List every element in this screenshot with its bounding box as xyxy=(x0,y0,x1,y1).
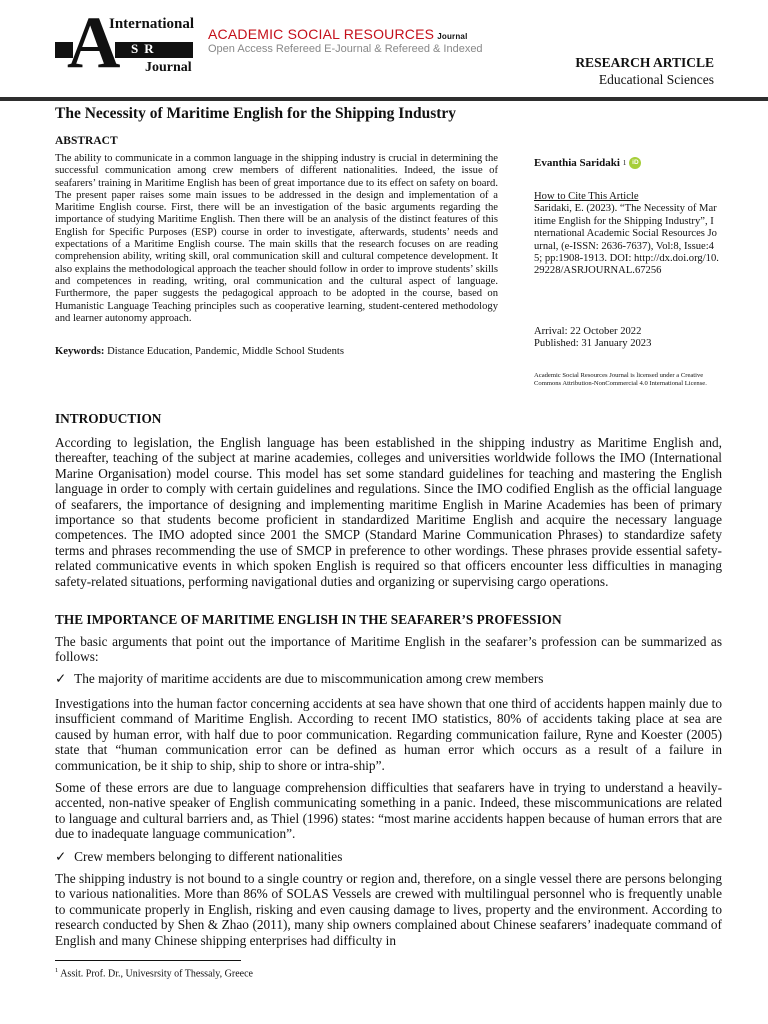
journal-tagline: Open Access Refereed E-Journal & Refereed & Indexed xyxy=(208,43,483,55)
orcid-icon[interactable]: iD xyxy=(629,157,641,169)
license-note: Academic Social Resources Journal is licensed under a Creative Commons Attribution-NonCommercial 4.0 International License. xyxy=(534,372,707,388)
keywords xyxy=(55,346,344,357)
section-intro: The basic arguments that point out the importance of Maritime English in the seafarer’s profession can be summarized as follows: xyxy=(55,634,722,665)
bullet-text: Crew members belonging to different nationalities xyxy=(74,849,343,864)
author xyxy=(534,157,719,169)
bullet-item xyxy=(55,671,543,687)
citation-text: Saridaki, E. (2023). “The Necessity of Maritime English for the Shipping Industry”, International Academic Social Resources Journal, (e-ISSN: 2636-7637), Vol:8, Issue:45; pp:1908-1913. DOI: http://dx.doi.org/10.29228/ASRJOURNAL.67256 xyxy=(534,203,719,277)
author-name: Evanthia Saridaki xyxy=(534,157,620,169)
intro-paragraph: According to legislation, the English language has been established in the shipping industry as Maritime English and, thereafter, teaching of the subject at marine academies, colleges and universities worldwide follows the IMO (International Marine Organisation) model course. This model has set some standard guidelines for teaching and mastering the English language in order to comply with certain guidelines and regulations. Since the IMO codified English as the official language of seafarers, the importance of designing and implementing maritime English in Marine Academies has been of primary importance so that students become proficient in standardized Maritime English and acquire the necessary language competences. The IMO adopted since 2001 the SMCP (Standard Marine Communication Phrases) to standardize safety terms and phrases recommending the use of SMCP in preference to other wordings. These phrases provide essential safety-related communicative events in which spoken English is required so that officers encounter less difficulties in managing safety-related situations, performing navigational duties and organizing or supervising cargo operations. xyxy=(55,435,722,589)
article-type: RESEARCH ARTICLE xyxy=(575,55,714,70)
keywords-text: Distance Education, Pandemic, Middle School Students xyxy=(107,346,344,357)
logo-top-word: International xyxy=(109,16,195,32)
citation-block xyxy=(534,191,719,278)
journal-suffix: Journal xyxy=(437,32,468,41)
abstract-text: The ability to communicate in a common language in the shipping industry is crucial in determining the successful communication among crew members of different nationalities. Indeed, the issue of seafarers’ training in Maritime English has been of great importance due to its effect on safety on board. The present paper raises some main issues to be addressed in the design and implementation of a Maritime English course. First, there will be an investigation of the basic arguments regarding the importance of studying Maritime English. Then there will be an analysis of the distinct features of this English for Specific Purposes (ESP) course in order to investigate, afterwards, students’ needs and expectations of a Maritime English course. The main skills that the research focuses on are reading comprehension ability, writing skill, oral communication skill and cultural competence development. It also explains the methodological approach the teacher should follow in order to improve students’ skills and competences in reading, writing, oral communication and the cultural aspect of language. Furthermore, the paper suggests the pedagogical approach to be adopted in the course, based on Humanistic Language Teaching principles such as cooperative learning, student-centered methodology and learner autonomy approach. xyxy=(55,153,498,324)
footnote xyxy=(55,967,253,979)
paragraph: The shipping industry is not bound to a single country or region and, therefore, on a single vessel there are persons belonging to various nationalities. More than 86% of SOLAS Vessels are crewed with multilingual personnel who is frequently unable to communicate properly in English, risking and even causing damage to lives, property and the environment. According to research conducted by Shen & Zhao (2011), many ship owners complained about Chinese seafarers’ inadequate command of English and many Chinese shipping enterprises had difficulty in xyxy=(55,871,722,948)
check-icon: ✓ xyxy=(55,849,67,864)
paper-title: The Necessity of Maritime English for the Shipping Industry xyxy=(55,105,457,122)
intro-heading: INTRODUCTION xyxy=(55,411,162,426)
article-field: Educational Sciences xyxy=(598,72,714,87)
footnote-mark: 1 xyxy=(55,967,59,974)
journal-brand xyxy=(208,26,483,55)
header-divider xyxy=(0,97,768,101)
check-icon: ✓ xyxy=(55,671,67,686)
dates-block xyxy=(534,326,719,351)
keywords-label: Keywords: xyxy=(55,346,105,357)
bullet-item xyxy=(55,849,342,865)
logo-letter-a: A xyxy=(67,2,121,84)
abstract-heading: ABSTRACT xyxy=(55,135,118,147)
footnote-divider xyxy=(55,960,241,961)
article-type-block xyxy=(575,55,714,88)
author-footnote-mark: 1 xyxy=(622,159,627,167)
published-date: Published: 31 January 2023 xyxy=(534,338,652,350)
bullet-text: The majority of maritime accidents are due to miscommunication among crew members xyxy=(74,671,544,686)
paragraph: Investigations into the human factor concerning accidents at sea have shown that one third of accidents happen mainly due to insufficient command of Maritime English. According to recent IMO statistics, 80% of accidents taking place at sea are caused by human error, with half due to poor communication. Regarding communication failure, Ryne and Koester (2005) state that “human communication error can be defined as human error which occurs as a result of a failure in communication, be it ship to ship, ship to shore or intra-ship”. xyxy=(55,696,722,773)
cite-heading[interactable]: How to Cite This Article xyxy=(534,191,639,202)
journal-name: ACADEMIC SOCIAL RESOURCES Journal xyxy=(208,26,468,42)
paragraph: Some of these errors are due to language comprehension difficulties that seafarers have in trying to understand a heavily-accented, non-native speaker of English communicating something in a panic. Indeed, these miscommunications are related to language and cultural barriers and, as Thiel (1996) states: “most marine accidents happen because of human errors that are due to inadequate language communication”. xyxy=(55,780,722,842)
journal-logo xyxy=(55,2,195,84)
logo-letters: SR xyxy=(131,41,160,56)
logo-bottom-word: Journal xyxy=(145,60,192,75)
footnote-text: Assit. Prof. Dr., Univesrsity of Thessaly, Greece xyxy=(60,968,253,980)
section-heading: THE IMPORTANCE OF MARITIME ENGLISH IN THE SEAFARER’S PROFESSION xyxy=(55,612,562,627)
arrival-date: Arrival: 22 October 2022 xyxy=(534,326,642,337)
